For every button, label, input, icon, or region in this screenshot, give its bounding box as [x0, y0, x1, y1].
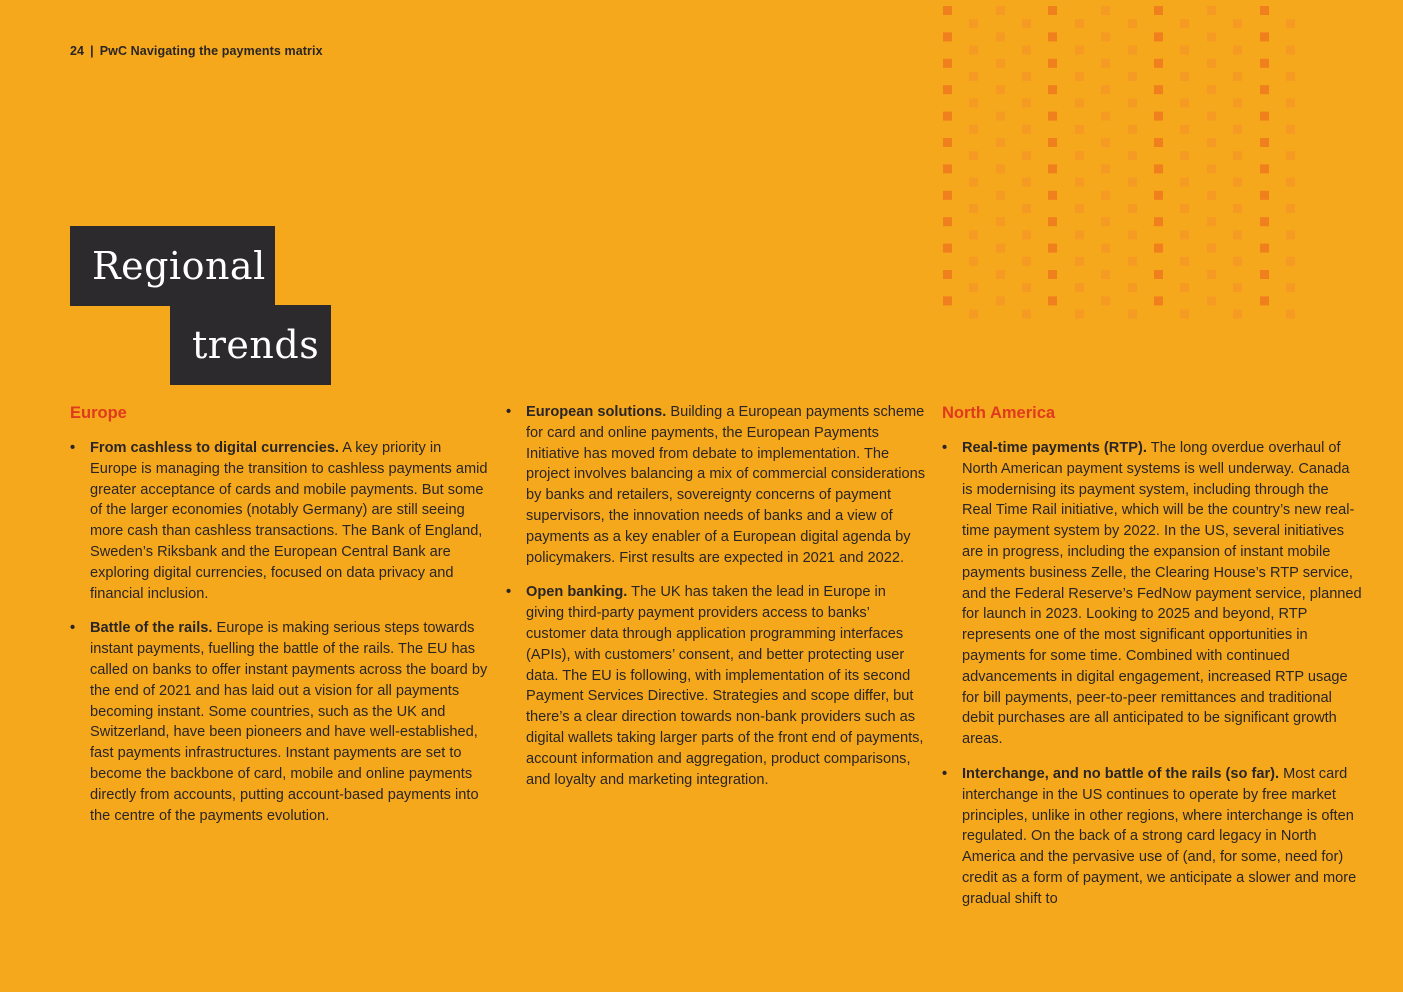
page-number: 24	[70, 44, 85, 58]
pattern-dot	[1022, 283, 1031, 292]
pattern-dot	[943, 270, 952, 279]
item-title: Open banking.	[526, 584, 628, 601]
pattern-dot	[1022, 310, 1031, 319]
pattern-dot	[1101, 191, 1110, 200]
pattern-dot	[1180, 125, 1189, 134]
bullet: •	[70, 620, 76, 637]
pattern-dot	[969, 310, 978, 319]
list-item	[506, 582, 926, 790]
pattern-dot	[1101, 217, 1110, 226]
pattern-dot	[1075, 310, 1084, 319]
pattern-dot	[1207, 85, 1216, 94]
bullet: •	[942, 440, 948, 456]
pattern-dot	[1128, 98, 1137, 107]
pattern-dot	[1180, 230, 1189, 239]
pattern-dot	[1154, 191, 1163, 200]
pattern-dot	[1180, 151, 1189, 160]
pattern-dot	[1022, 204, 1031, 213]
item-title: Battle of the rails.	[90, 620, 213, 637]
list-item	[942, 438, 1362, 750]
pattern-dot	[1101, 296, 1110, 305]
pattern-dot	[1048, 6, 1057, 15]
pattern-dot	[1022, 257, 1031, 266]
pattern-dot	[996, 244, 1005, 253]
pattern-dot	[1207, 6, 1216, 15]
pattern-dot	[1286, 151, 1295, 160]
pattern-dot	[1260, 112, 1269, 121]
pattern-dot	[1154, 112, 1163, 121]
pattern-dot	[1128, 178, 1137, 187]
item-text: The long overdue overhaul of North American payment systems is well underway. Canada is modernising its payment system, including through the Real Time Rail initiative, which will be the country’s new real-time payment system by 2022. In the US, several initiatives are in progress, including the expansion of instant mobile payments business Zelle, the Clearing House’s RTP service, and the Federal Reserve’s FedNow payment service, planned for launch in 2023. Looking to 2025 and beyond, RTP represents one of the most significant opportunities in payments for some time. Combined with continued advancements in digital engagement, increased RTP usage for bill payments, peer-to-peer remittances and traditional debit purchases are all anticipated to be significant growth areas.	[962, 440, 1362, 748]
pattern-dot	[996, 32, 1005, 41]
pattern-dot	[996, 6, 1005, 15]
pattern-dot	[1286, 283, 1295, 292]
pattern-dot	[1048, 32, 1057, 41]
pattern-dot	[1286, 257, 1295, 266]
pattern-dot	[1022, 19, 1031, 28]
pattern-dot	[1128, 230, 1137, 239]
list-item	[70, 618, 490, 826]
bullet: •	[942, 765, 948, 782]
region-heading-europe: Europe	[70, 404, 127, 422]
list-item	[506, 402, 926, 568]
pattern-dot	[1180, 72, 1189, 81]
pattern-dot	[1075, 283, 1084, 292]
pattern-dot	[1128, 204, 1137, 213]
pattern-dot	[943, 164, 952, 173]
pattern-dot	[1154, 164, 1163, 173]
pattern-dot	[1260, 191, 1269, 200]
pattern-dot	[1128, 46, 1137, 55]
pattern-dot	[969, 257, 978, 266]
region-heading-north-america: North America	[942, 404, 1056, 422]
pattern-dot	[1286, 125, 1295, 134]
pattern-dot	[1233, 178, 1242, 187]
pattern-dot	[969, 46, 978, 55]
pattern-dot	[1207, 217, 1216, 226]
pattern-dot	[1286, 98, 1295, 107]
pattern-dot	[969, 125, 978, 134]
pattern-dot	[1233, 310, 1242, 319]
pattern-dot	[943, 138, 952, 147]
pattern-dot	[1101, 85, 1110, 94]
pattern-dot	[1286, 72, 1295, 81]
column-europe-continued	[506, 402, 926, 804]
pattern-dot	[1207, 244, 1216, 253]
pattern-dot	[1022, 46, 1031, 55]
pattern-dot	[996, 112, 1005, 121]
pattern-dot	[996, 85, 1005, 94]
pattern-dot	[969, 19, 978, 28]
pattern-dot	[943, 59, 952, 68]
pattern-dot	[1233, 19, 1242, 28]
pattern-dot	[1180, 178, 1189, 187]
pattern-dot	[1286, 204, 1295, 213]
pattern-dot	[1233, 204, 1242, 213]
column-europe	[70, 402, 490, 840]
pattern-dot	[1207, 191, 1216, 200]
pattern-dot	[1048, 217, 1057, 226]
pattern-dot	[1180, 310, 1189, 319]
publication-title: PwC Navigating the payments matrix	[99, 44, 323, 58]
pattern-dot	[1101, 138, 1110, 147]
pattern-dot	[1128, 19, 1137, 28]
pattern-dot	[1286, 19, 1295, 28]
pattern-dot	[1075, 72, 1084, 81]
list-item	[70, 438, 490, 604]
item-text: Europe is making serious steps towards instant payments, fuelling the battle of the rails. The EU has called on banks to offer instant payments across the board by the end of 2021 and has laid out a vision for all payments becoming instant. Some countries, such as the UK and Switzerland, have been pioneers and have well-established, fast payments infrastructures. Instant payments are set to become the backbone of card, mobile and online payments directly from accounts, putting account-based payments into the centre of the payments evolution.	[90, 620, 488, 824]
pattern-dot	[1233, 98, 1242, 107]
pattern-dot	[969, 72, 978, 81]
pattern-dot	[1207, 32, 1216, 41]
pattern-dot	[1207, 270, 1216, 279]
pattern-dot	[1075, 204, 1084, 213]
pattern-dot	[996, 59, 1005, 68]
pattern-dot	[1075, 98, 1084, 107]
item-title: European solutions.	[526, 404, 667, 420]
pattern-dot	[996, 164, 1005, 173]
pattern-dot	[969, 151, 978, 160]
pattern-dot	[1075, 19, 1084, 28]
pattern-dot	[1075, 125, 1084, 134]
pattern-dot	[1207, 138, 1216, 147]
pattern-dot	[943, 32, 952, 41]
pattern-dot	[1075, 230, 1084, 239]
pattern-dot	[996, 191, 1005, 200]
pattern-dot	[1233, 257, 1242, 266]
pattern-dot	[1128, 257, 1137, 266]
pattern-dot	[969, 283, 978, 292]
pattern-dot	[1048, 296, 1057, 305]
section-title-line1: Regional	[70, 226, 275, 306]
pattern-dot	[1207, 112, 1216, 121]
pattern-dot	[1154, 32, 1163, 41]
decorative-dot-pattern	[940, 2, 1300, 322]
pattern-dot	[1048, 85, 1057, 94]
pattern-dot	[1233, 230, 1242, 239]
bullet: •	[506, 404, 512, 420]
pattern-dot	[1101, 270, 1110, 279]
pattern-dot	[1022, 178, 1031, 187]
pattern-dot	[943, 6, 952, 15]
pattern-dot	[1048, 244, 1057, 253]
pattern-dot	[1286, 230, 1295, 239]
pattern-dot	[1022, 98, 1031, 107]
pattern-dot	[1286, 46, 1295, 55]
pattern-dot	[996, 270, 1005, 279]
pattern-dot	[1260, 138, 1269, 147]
pattern-dot	[1048, 270, 1057, 279]
pattern-dot	[1048, 112, 1057, 121]
pattern-dot	[1233, 151, 1242, 160]
pattern-dot	[969, 178, 978, 187]
pattern-dot	[1154, 270, 1163, 279]
pattern-dot	[1022, 72, 1031, 81]
pattern-dot	[1286, 178, 1295, 187]
pattern-dot	[1075, 46, 1084, 55]
pattern-dot	[1101, 32, 1110, 41]
pattern-dot	[1075, 151, 1084, 160]
bullet: •	[506, 584, 512, 601]
pattern-dot	[943, 217, 952, 226]
pattern-dot	[1101, 112, 1110, 121]
pattern-dot	[1180, 204, 1189, 213]
pattern-dot	[1154, 244, 1163, 253]
pattern-dot	[943, 191, 952, 200]
pattern-dot	[1154, 6, 1163, 15]
pattern-dot	[1180, 257, 1189, 266]
pattern-dot	[1233, 125, 1242, 134]
pattern-dot	[1233, 72, 1242, 81]
pattern-dot	[1154, 138, 1163, 147]
pattern-dot	[996, 296, 1005, 305]
pattern-dot	[1128, 283, 1137, 292]
item-text: The UK has taken the lead in Europe in giving third-party payment providers access to banks’ customer data through application programming interfaces (APIs), with customers’ consent, and better protecting user data. The EU is following, with implementation of its second Payment Services Directive. Strategies and scope differ, but there’s a clear direction towards non-bank providers such as digital wallets taking larger parts of the front end of payments, account information and aggregation, product comparisons, and loyalty and marketing integration.	[526, 584, 924, 788]
pattern-dot	[1101, 164, 1110, 173]
pattern-dot	[1207, 296, 1216, 305]
item-text: Most card interchange in the US continues to operate by free market principles, unlike in other regions, where interchange is often regulated. On the back of a strong card legacy in North America and the pervasive use of (and, for some, need for) credit as a form of payment, we anticipate a slower and more gradual shift to	[962, 765, 1357, 907]
page-header	[70, 44, 323, 58]
pattern-dot	[1180, 46, 1189, 55]
pattern-dot	[1260, 85, 1269, 94]
pattern-dot	[1128, 72, 1137, 81]
pattern-dot	[1048, 191, 1057, 200]
pattern-dot	[1101, 59, 1110, 68]
pattern-dot	[1207, 59, 1216, 68]
item-title: Real-time payments (RTP).	[962, 440, 1147, 456]
pattern-dot	[1260, 217, 1269, 226]
pattern-dot	[1101, 244, 1110, 253]
pattern-dot	[1128, 310, 1137, 319]
bullet: •	[70, 440, 76, 456]
item-title: Interchange, and no battle of the rails (so far).	[962, 765, 1280, 782]
pattern-dot	[1180, 19, 1189, 28]
column-north-america	[942, 402, 1362, 924]
pattern-dot	[969, 204, 978, 213]
pattern-dot	[1022, 230, 1031, 239]
pattern-dot	[1048, 164, 1057, 173]
pattern-dot	[1260, 6, 1269, 15]
item-text: A key priority in Europe is managing the transition to cashless payments amid greater acceptance of cards and mobile payments. But some of the larger economies (notably Germany) are still seeing more cash than cashless transactions. The Bank of England, Sweden’s Riksbank and the European Central Bank are exploring digital currencies, focused on data privacy and financial inclusion.	[90, 440, 488, 602]
item-title: From cashless to digital currencies.	[90, 440, 339, 456]
pattern-dot	[1207, 164, 1216, 173]
pattern-dot	[1286, 310, 1295, 319]
pattern-dot	[969, 230, 978, 239]
section-title-line2: trends	[170, 305, 331, 385]
pattern-dot	[1260, 270, 1269, 279]
pattern-dot	[1075, 257, 1084, 266]
pattern-dot	[1180, 283, 1189, 292]
pattern-dot	[943, 112, 952, 121]
pattern-dot	[1128, 125, 1137, 134]
pattern-dot	[1154, 85, 1163, 94]
pattern-dot	[1260, 32, 1269, 41]
pattern-dot	[1022, 151, 1031, 160]
pattern-dot	[943, 244, 952, 253]
pattern-dot	[943, 296, 952, 305]
pattern-dot	[1048, 59, 1057, 68]
pattern-dot	[1022, 125, 1031, 134]
pattern-dot	[1075, 178, 1084, 187]
pattern-dot	[1260, 244, 1269, 253]
pattern-dot	[996, 138, 1005, 147]
pattern-dot	[1260, 164, 1269, 173]
pattern-dot	[1260, 59, 1269, 68]
pattern-dot	[969, 98, 978, 107]
list-item	[942, 764, 1362, 910]
pattern-dot	[1154, 217, 1163, 226]
pattern-dot	[1048, 138, 1057, 147]
pattern-dot	[1128, 151, 1137, 160]
pattern-dot	[1233, 283, 1242, 292]
pattern-dot	[1233, 46, 1242, 55]
pattern-dot	[1101, 6, 1110, 15]
pattern-dot	[996, 217, 1005, 226]
pattern-dot	[1154, 296, 1163, 305]
pattern-dot	[1180, 98, 1189, 107]
pattern-dot	[943, 85, 952, 94]
header-separator: |	[90, 44, 94, 58]
item-text: Building a European payments scheme for card and online payments, the European Payments Initiative has moved from debate to implementation. The project involves balancing a mix of commercial considerations by banks and retailers, sovereignty concerns of payment supervisors, the innovation needs of banks and a view of payments as a key enabler of a European digital agenda by policymakers. First results are expected in 2021 and 2022.	[526, 404, 926, 566]
pattern-dot	[1260, 296, 1269, 305]
pattern-dot	[1154, 59, 1163, 68]
